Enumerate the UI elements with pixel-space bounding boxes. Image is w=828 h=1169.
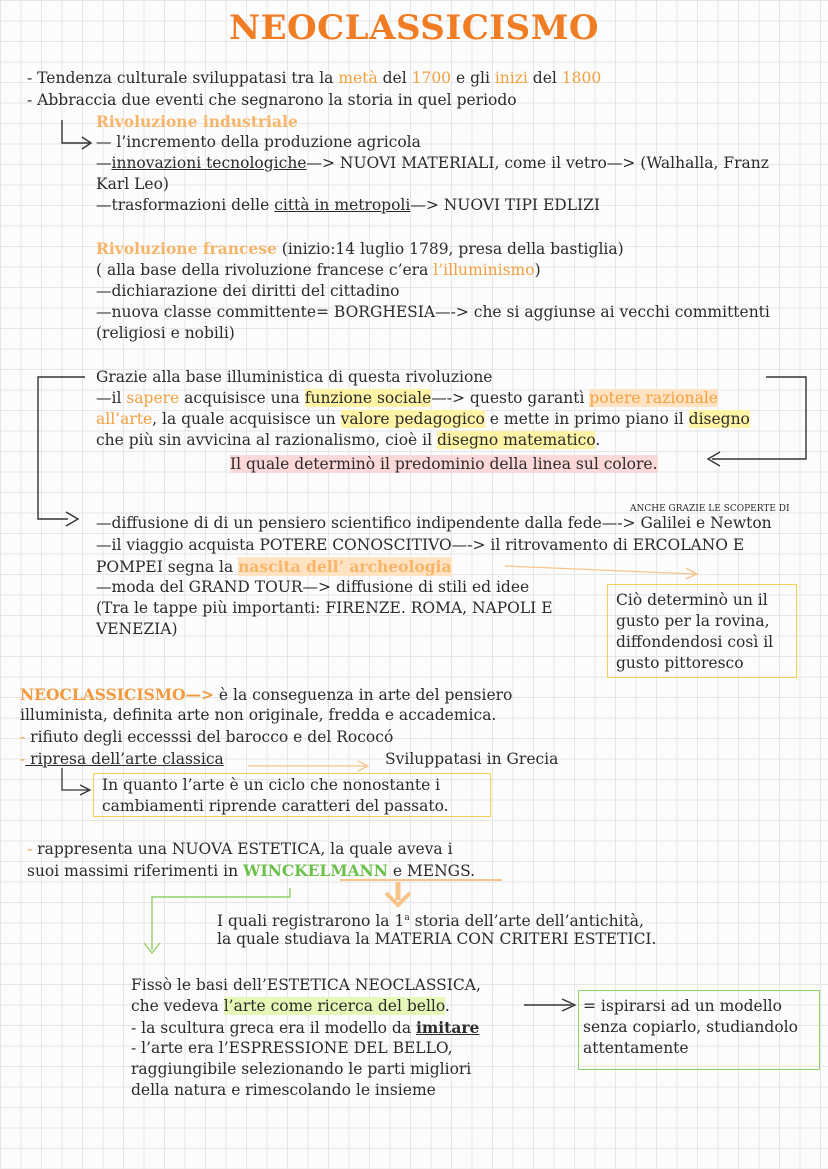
history-line-2: la quale studiava la MATERIA CON CRITERI ESTETICI. bbox=[217, 930, 657, 948]
enlight-line-3: all’arte, la quale acquisisce un valore pedagogico e mette in primo piano il disegno bbox=[96, 410, 750, 428]
box-ispirarsi: = ispirarsi ad un modello senza copiarlo, studiandolo attentamente bbox=[578, 990, 820, 1070]
arrow-archaeology bbox=[505, 566, 695, 574]
enlight-line-5: Il quale determinò il predominio della linea sul colore. bbox=[230, 455, 658, 473]
page-title: NEOCLASSICISMO bbox=[229, 8, 599, 48]
bracket-left bbox=[38, 377, 85, 519]
aesthetic-line-2: che vedeva l’arte come ricerca del bello. bbox=[131, 997, 450, 1015]
french-line-4: —nuova classe committente= BORGHESIA—-> che si aggiunse ai vecchi committenti bbox=[96, 303, 770, 321]
industrial-line-2: —innovazioni tecnologiche—> NUOVI MATERIALI, come il vetro—> (Walhalla, Franz bbox=[96, 154, 769, 172]
french-line-3: —dichiarazione dei diritti del cittadino bbox=[96, 282, 400, 300]
french-line-5: (religiosi e nobili) bbox=[96, 324, 235, 342]
science-line-6: VENEZIA) bbox=[96, 620, 178, 638]
box-ciclo: In quanto l’arte è un ciclo che nonostante i cambiamenti riprende caratteri del passato. bbox=[93, 773, 491, 817]
aesthetic-line-5: raggiungibile selezionando le parti migliori bbox=[131, 1060, 472, 1078]
industrial-line-3: Karl Leo) bbox=[96, 175, 169, 193]
french-line-1: Rivoluzione francese (inizio:14 luglio 1789, presa della bastiglia) bbox=[96, 239, 624, 258]
science-line-3: POMPEI segna la nascita dell’ archeologia bbox=[96, 557, 452, 576]
science-note: ANCHE GRAZIE LE SCOPERTE DI bbox=[630, 504, 790, 514]
history-line-1: I quali registrarono la 1$^a$ storia dell’arte dell’antichità, bbox=[217, 912, 644, 931]
enlight-line-1: Grazie alla base illuministica di questa rivoluzione bbox=[96, 368, 493, 386]
neo-greece-note: Sviluppatasi in Grecia bbox=[385, 750, 559, 768]
science-line-5: (Tra le tappe più importanti: FIRENZE. ROMA, NAPOLI E bbox=[96, 599, 553, 617]
science-line-1: —diffusione di di un pensiero scientifico indipendente dalla fede—-> Galilei e Newton bbox=[96, 514, 772, 532]
aesthetic-line-3: - la scultura greca era il modello da imitare bbox=[131, 1018, 480, 1037]
neo-line-6: suoi massimi riferimenti in WINCKELMANN e MENGS. bbox=[27, 861, 476, 880]
enlight-line-4: che più sin avvicina al razionalismo, cioè il disegno matematico. bbox=[96, 431, 601, 449]
enlight-line-2: —il sapere acquisisce una funzione sociale—-> questo garantì potere razionale bbox=[96, 389, 718, 407]
neo-line-2: illuminista, definita arte non originale, fredda e accademica. bbox=[20, 706, 497, 724]
industrial-line-1: — l’incremento della produzione agricola bbox=[96, 133, 421, 151]
box-gusto-rovina: Ciò determinò un il gusto per la rovina, diffondendosi così il gusto pittoresco bbox=[607, 584, 797, 678]
neo-line-1: NEOCLASSICISMO—> è la conseguenza in arte del pensiero bbox=[20, 685, 513, 704]
neo-line-5: - rappresenta una NUOVA ESTETICA, la quale aveva i bbox=[27, 840, 453, 858]
aesthetic-line-4: - l’arte era l’ESPRESSIONE DEL BELLO, bbox=[131, 1039, 453, 1057]
industrial-line-4: —trasformazioni delle città in metropoli—> NUOVI TIPI EDLIZI bbox=[96, 196, 601, 214]
science-line-4: —moda del GRAND TOUR—> diffusione di stili ed idee bbox=[96, 578, 530, 596]
aesthetic-line-1: Fissò le basi dell’ESTETICA NEOCLASSICA, bbox=[131, 976, 481, 994]
science-line-2: —il viaggio acquista POTERE CONOSCITIVO—-> il ritrovamento di ERCOLANO E bbox=[96, 536, 745, 554]
intro-line-1: - Tendenza culturale sviluppatasi tra la metà del 1700 e gli inizi del 1800 bbox=[27, 69, 602, 87]
heading-industrial: Rivoluzione industriale bbox=[96, 112, 298, 131]
intro-line-2: - Abbraccia due eventi che segnarono la storia in quel periodo bbox=[27, 91, 517, 109]
neo-line-4: - ripresa dell’arte classica bbox=[20, 750, 224, 768]
french-line-2: ( alla base della rivoluzione francese c’era l’illuminismo) bbox=[96, 261, 541, 279]
aesthetic-line-6: della natura e rimescolando le insieme bbox=[131, 1081, 436, 1099]
neo-line-3: - rifiuto degli eccesssi del barocco e del Rococó bbox=[20, 728, 394, 746]
